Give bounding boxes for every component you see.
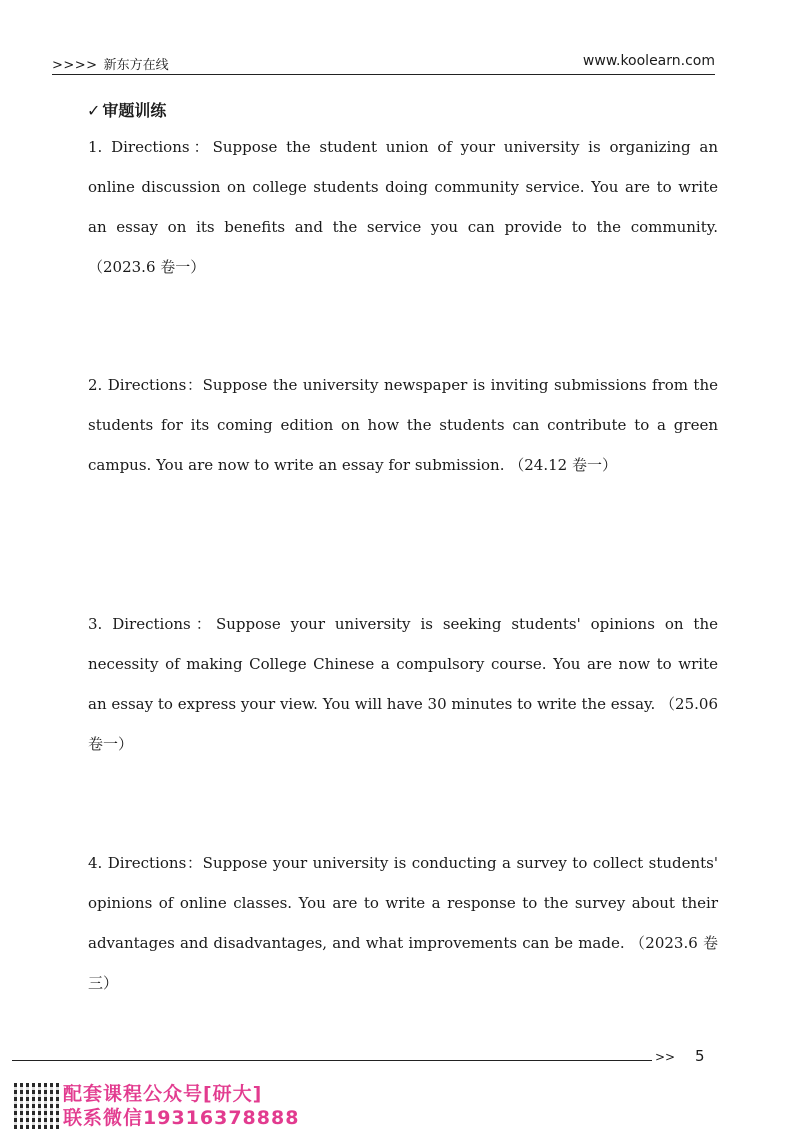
watermark-line-1: 配套课程公众号[研大] <box>63 1083 263 1105</box>
page-number: 5 <box>695 1047 705 1065</box>
footer-divider <box>12 1060 652 1061</box>
watermark-promo <box>63 1082 299 1130</box>
page-header <box>52 52 715 75</box>
section-title <box>87 98 166 121</box>
header-brand-name: 新东方在线 <box>103 58 169 73</box>
header-url: www.koolearn.com <box>582 53 715 69</box>
direction-item-1: 1. Directions：Suppose the student union of your university is organizing an online discussion on college students doing community service. You are to write an essay on its benefits and the service you can provide to the community. （2023.6 卷一） <box>88 138 718 276</box>
section-title-text: 审题训练 <box>102 101 167 120</box>
direction-item-4: 4. Directions：Suppose your university is conducting a survey to collect students' opinions of online classes. You are to write a response to the survey about their advantages and disadvantages, and what improvements can be made. （2023.6 卷三） <box>88 854 718 992</box>
watermark-line-2: 联系微信19316378888 <box>63 1107 300 1129</box>
direction-item-2: 2. Directions：Suppose the university newspaper is inviting submissions from the students for its coming edition on how the students can contribute to a green campus. You are now to write an essay for submission. （24.12 卷一） <box>88 376 718 474</box>
header-brand <box>52 54 169 73</box>
qr-code-icon <box>14 1083 60 1129</box>
footer-arrows: >> <box>655 1050 676 1064</box>
direction-item-3: 3. Directions：Suppose your university is seeking students' opinions on the necessity of making College Chinese a compulsory course. You are now to write an essay to express your view. You will have 30 minutes to write the essay. （25.06 卷一） <box>88 615 718 753</box>
header-arrows: >>>> <box>52 58 98 73</box>
checkmark-icon: ✓ <box>87 101 101 120</box>
